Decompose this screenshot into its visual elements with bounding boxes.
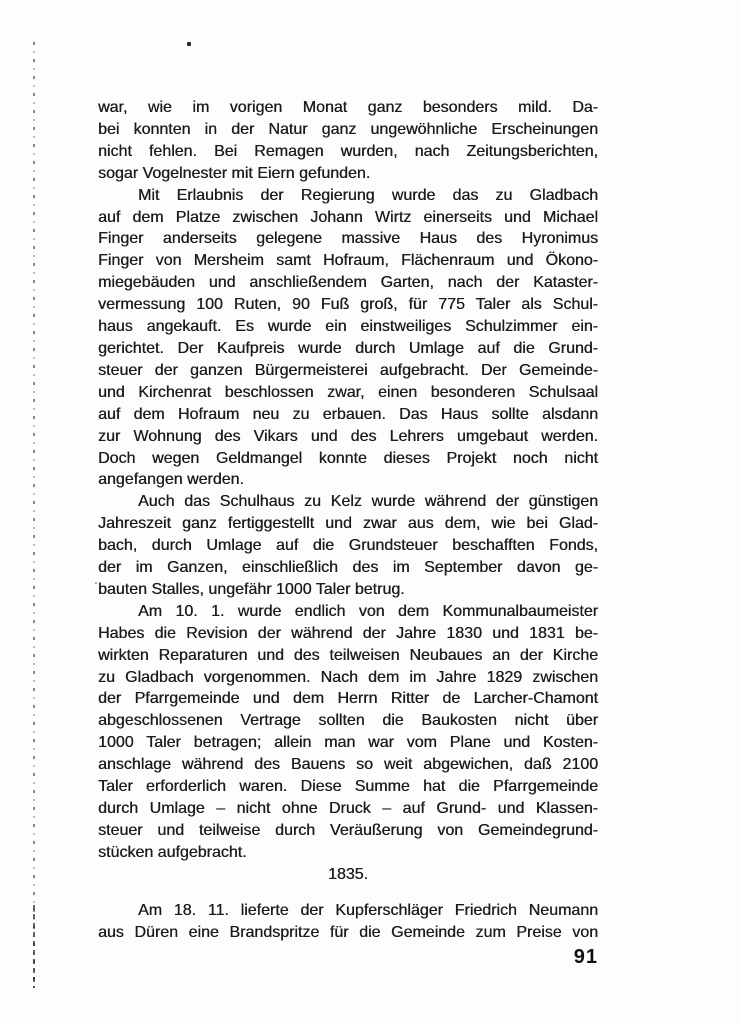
- page-number: 91: [573, 946, 598, 968]
- text-line: wirkten Reparaturen und des teilweisen Neubaues an der Kirche: [98, 646, 598, 664]
- text-line: war, wie im vorigen Monat ganz besonders mild. Da-: [98, 99, 598, 116]
- text-line: Habes die Revision der während der Jahre 1830 und 1831 be-: [98, 624, 598, 642]
- text-line: miegebäuden und anschließendem Garten, nach der Kataster-: [98, 274, 598, 292]
- paragraph: [98, 900, 598, 944]
- text-line: Auch das Schulhaus zu Kelz wurde während der günstigen: [138, 493, 598, 511]
- text-line: bei konnten in der Natur ganz ungewöhnliche Erscheinungen: [98, 120, 598, 138]
- text-line: Am 18. 11. lieferte der Kupferschläger Friedrich Neumann: [138, 901, 598, 919]
- text-line: zu Gladbach vorgenommen. Nach dem im Jahre 1829 zwischen: [98, 668, 598, 686]
- scan-binding-artifact-line-dark: [33, 905, 35, 988]
- text-line: zur Wohnung des Vikars und des Lehrers umgebaut werden.: [98, 427, 598, 445]
- scan-speck: [187, 42, 191, 46]
- text-line: der im Ganzen, einschließlich des im September davon ge-: [98, 559, 598, 577]
- paragraph: [98, 185, 598, 492]
- text-line: angefangen werden.: [98, 471, 244, 489]
- year-heading: 1835.: [327, 865, 369, 883]
- text-line: durch Umlage – nicht ohne Druck – auf Grund- und Klassen-: [98, 800, 598, 817]
- paragraph: [98, 601, 598, 864]
- text-line: aus Düren eine Brandspritze für die Gemeinde zum Preise von: [98, 923, 598, 941]
- paragraph: [98, 97, 598, 185]
- text-line: Am 10. 1. wurde endlich von dem Kommunalbaumeister: [138, 602, 598, 620]
- text-line: abgeschlossenen Vertrage sollten die Baukosten nicht über: [98, 712, 598, 730]
- text-column: [98, 97, 598, 943]
- text-line: stücken aufgebracht.: [98, 843, 247, 861]
- text-line: bauten Stalles, ungefähr 1000 Taler betrug.: [98, 580, 405, 598]
- text-line: Finger von Mersheim samt Hofraum, Flächenraum und Ökono-: [98, 252, 598, 270]
- text-line: 1000 Taler betragen; allein man war vom Plane und Kosten-: [98, 734, 598, 752]
- text-line: auf dem Hofraum neu zu erbauen. Das Haus sollte alsdann: [98, 405, 598, 423]
- scan-speck: [95, 582, 97, 584]
- text-line: anschlage während des Bauens so weit abgewichen, daß 2100: [98, 756, 598, 774]
- scan-binding-artifact-line: [33, 42, 35, 988]
- text-line: Doch wegen Geldmangel konnte dieses Projekt noch nicht: [98, 449, 598, 467]
- text-line: der Pfarrgemeinde und dem Herrn Ritter de Larcher-Chamont: [98, 690, 598, 708]
- text-line: Mit Erlaubnis der Regierung wurde das zu Gladbach: [138, 186, 598, 204]
- text-line: und Kirchenrat beschlossen zwar, einen besonderen Schulsaal: [98, 383, 598, 401]
- text-line: Jahreszeit ganz fertiggestellt und zwar aus dem, wie bei Glad-: [98, 515, 598, 533]
- text-line: bach, durch Umlage auf die Grundsteuer beschafften Fonds,: [98, 537, 598, 555]
- text-line: auf dem Platze zwischen Johann Wirtz einerseits und Michael: [98, 208, 598, 226]
- text-line: steuer der ganzen Bürgermeisterei aufgebracht. Der Gemeinde-: [98, 361, 598, 379]
- text-line: nicht fehlen. Bei Remagen wurden, nach Zeitungsberichten,: [98, 142, 598, 160]
- text-line: steuer und teilweise durch Veräußerung von Gemeindegrund-: [98, 821, 598, 839]
- text-line: gerichtet. Der Kaufpreis wurde durch Umlage auf die Grund-: [98, 339, 598, 357]
- text-line: vermessung 100 Ruten, 90 Fuß groß, für 775 Taler als Schul-: [98, 296, 598, 314]
- text-line: haus angekauft. Es wurde ein einstweiliges Schulzimmer ein-: [98, 318, 598, 336]
- text-line: sogar Vogelnester mit Eiern gefunden.: [98, 164, 371, 182]
- text-line: Finger anderseits gelegene massive Haus des Hyronimus: [98, 230, 598, 248]
- paragraph: [98, 491, 598, 601]
- text-line: Taler erforderlich waren. Diese Summe hat die Pfarrgemeinde: [98, 778, 598, 796]
